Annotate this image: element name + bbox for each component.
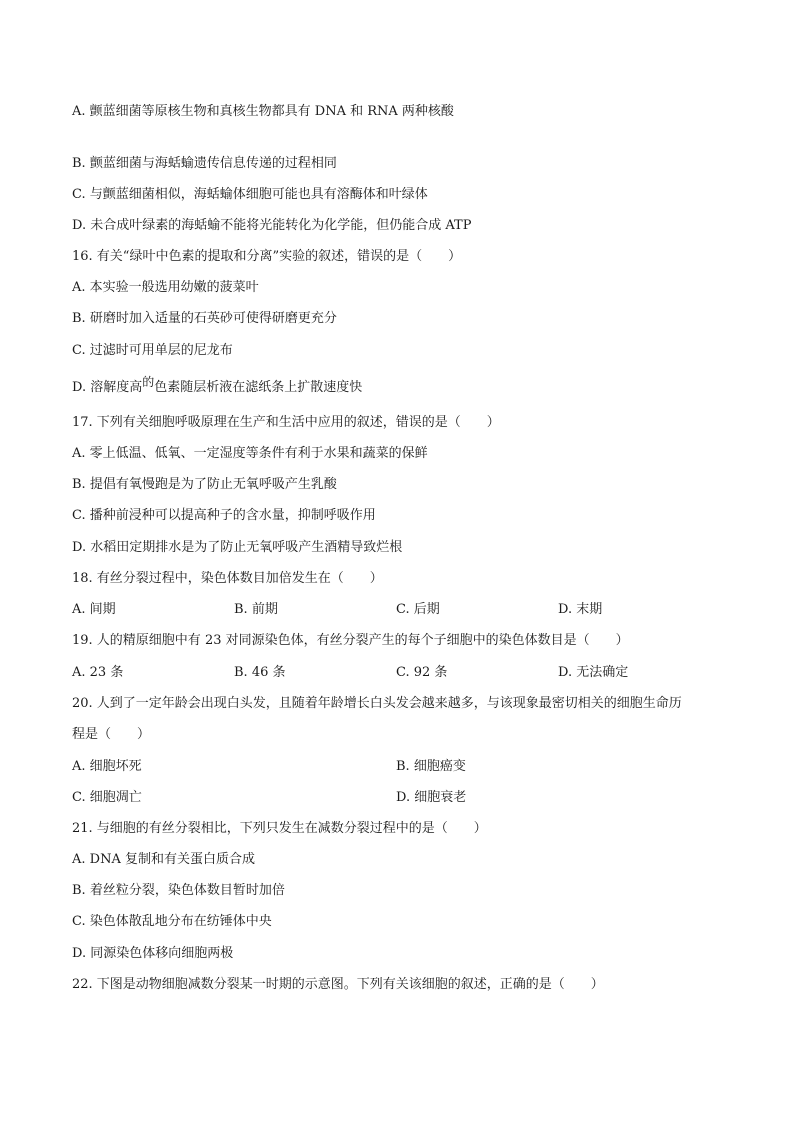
q15-option-c: C. 与颤蓝细菌相似，海蛞蝓体细胞可能也具有溶酶体和叶绿体 — [72, 187, 428, 202]
q21-option-d: D. 同源染色体移向细胞两极 — [72, 946, 234, 961]
q16-stem: 16. 有关“绿叶中色素的提取和分离”实验的叙述，错误的是（ ） — [72, 249, 462, 264]
q17-option-c: C. 播种前浸种可以提高种子的含水量，抑制呼吸作用 — [72, 508, 376, 523]
q21-stem: 21. 与细胞的有丝分裂相比，下列只发生在减数分裂过程中的是（ ） — [72, 821, 487, 836]
q19-option-d: D. 无法确定 — [558, 665, 629, 680]
q18-option-c: C. 后期 — [396, 602, 440, 617]
q15-option-a: A. 颤蓝细菌等原核生物和真核生物都具有 DNA 和 RNA 两种核酸 — [72, 104, 454, 119]
q17-option-a: A. 零上低温、低氧、一定湿度等条件有利于水果和蔬菜的保鲜 — [72, 446, 428, 461]
q20-stem-line2: 程是（ ） — [72, 727, 151, 742]
q17-option-d: D. 水稻田定期排水是为了防止无氧呼吸产生酒精导致烂根 — [72, 540, 403, 555]
q16-option-a: A. 本实验一般选用幼嫩的菠菜叶 — [72, 280, 259, 295]
q19-option-b: B. 46 条 — [234, 665, 286, 680]
q19-option-a: A. 23 条 — [72, 665, 124, 680]
q20-stem-line1: 20. 人到了一定年龄会出现白头发，且随着年龄增长白头发会越来越多，与该现象最密切相关的细胞生命历 — [72, 696, 682, 711]
q16-option-d-post: 色素随层析液在滤纸条上扩散速度快 — [154, 380, 363, 395]
q16-option-d-pre: D. 溶解度高 — [72, 380, 143, 395]
q19-option-c: C. 92 条 — [396, 665, 448, 680]
q16-option-d-sup: 的 — [142, 375, 155, 389]
q20-option-c: C. 细胞凋亡 — [72, 790, 142, 805]
q19-stem: 19. 人的精原细胞中有 23 对同源染色体，有丝分裂产生的每个子细胞中的染色体数目是（ ） — [72, 633, 629, 648]
q20-option-b: B. 细胞癌变 — [396, 759, 466, 774]
q22-stem: 22. 下图是动物细胞减数分裂某一时期的示意图。下列有关该细胞的叙述，正确的是（ ） — [72, 977, 604, 992]
q16-option-d — [72, 375, 363, 397]
q20-option-a: A. 细胞坏死 — [72, 759, 142, 774]
q16-option-c: C. 过滤时可用单层的尼龙布 — [72, 343, 233, 358]
q17-option-b: B. 提倡有氧慢跑是为了防止无氧呼吸产生乳酸 — [72, 477, 337, 492]
q15-option-d: D. 未合成叶绿素的海蛞蝓不能将光能转化为化学能，但仍能合成 ATP — [72, 218, 472, 233]
q18-option-b: B. 前期 — [234, 602, 278, 617]
q15-option-b: B. 颤蓝细菌与海蛞蝓遗传信息传递的过程相同 — [72, 156, 337, 171]
q17-stem: 17. 下列有关细胞呼吸原理在生产和生活中应用的叙述，错误的是（ ） — [72, 415, 500, 430]
q21-option-b: B. 着丝粒分裂，染色体数目暂时加倍 — [72, 883, 285, 898]
q20-option-d: D. 细胞衰老 — [396, 790, 467, 805]
q21-option-c: C. 染色体散乱地分布在纺锤体中央 — [72, 914, 272, 929]
q18-option-a: A. 间期 — [72, 602, 116, 617]
q18-option-d: D. 末期 — [558, 602, 603, 617]
q21-option-a: A. DNA 复制和有关蛋白质合成 — [72, 852, 255, 867]
q16-option-b: B. 研磨时加入适量的石英砂可使得研磨更充分 — [72, 311, 337, 326]
q18-stem: 18. 有丝分裂过程中，染色体数目加倍发生在（ ） — [72, 571, 383, 586]
